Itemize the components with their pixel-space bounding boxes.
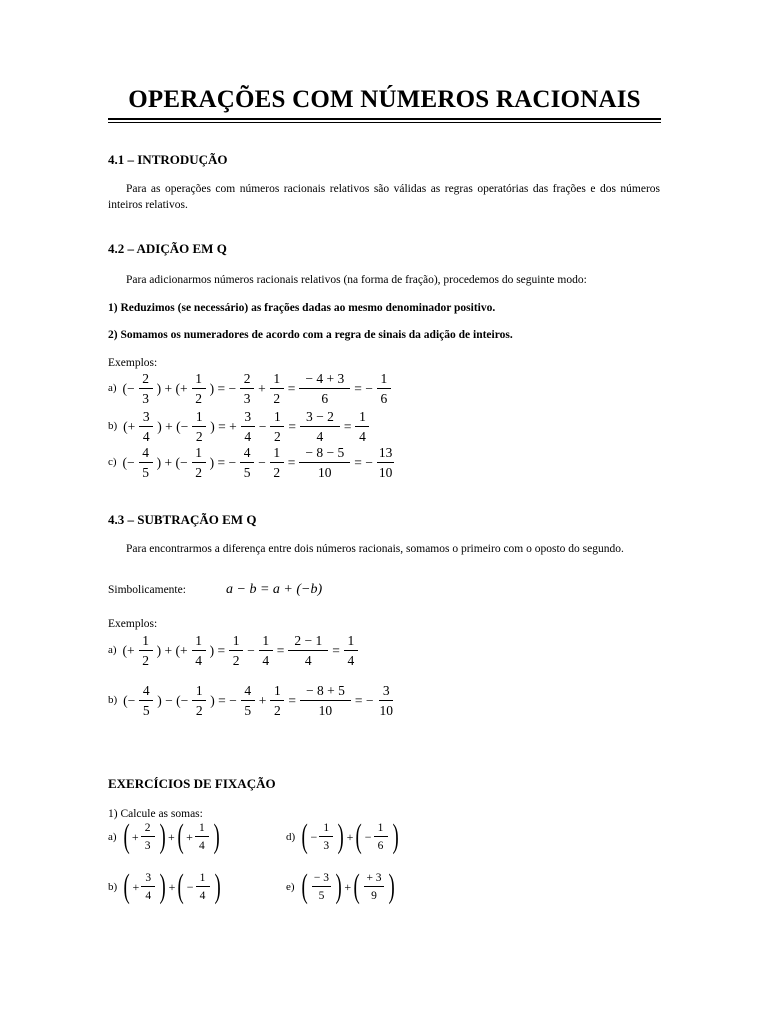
fraction (355, 410, 369, 443)
math-operator: ) + (+ (156, 642, 188, 658)
fraction (344, 634, 358, 667)
numerator: 1 (270, 372, 284, 389)
denominator: 6 (380, 390, 388, 406)
denominator: 4 (262, 652, 270, 668)
numerator: 4 (241, 684, 255, 701)
math-operator: ( (123, 868, 130, 905)
math-operator: ) (159, 868, 167, 905)
section-4-2-rule-1: 1) Reduzimos (se necessário) as frações dadas ao mesmo denominador positivo. (108, 302, 496, 314)
numerator: 1 (192, 684, 206, 701)
fraction (141, 872, 155, 902)
math-operator: ) = − (209, 454, 237, 470)
denominator: 4 (199, 840, 205, 852)
denominator: 4 (304, 652, 312, 668)
section-4-1-heading: 4.1 – INTRODUÇÃO (108, 152, 228, 167)
denominator: 10 (378, 464, 393, 480)
exercises-heading: EXERCÍCIOS DE FIXAÇÃO (108, 776, 276, 791)
math-operator: = (332, 642, 340, 658)
fraction (300, 410, 340, 443)
math-operator: (+ (122, 642, 135, 658)
fraction (270, 410, 284, 443)
fraction (195, 822, 209, 852)
denominator: 2 (273, 390, 281, 406)
exercise-label: d) (286, 831, 296, 843)
exercise-label: b) (108, 881, 118, 893)
denominator: 5 (243, 464, 251, 480)
numerator: 4 (240, 446, 254, 463)
denominator: 4 (347, 652, 355, 668)
numerator: 3 (379, 684, 393, 701)
fraction (240, 446, 254, 479)
math-operator: ) = − (209, 380, 237, 396)
math-operator: ( (177, 868, 185, 905)
example-label: a) (108, 382, 117, 394)
numerator: 1 (374, 822, 388, 837)
section-4-2-intro: Para adicionarmos números racionais relativos (na forma de fração), procedemos do seguinte modo: (126, 274, 587, 286)
math-operator: ( (355, 818, 363, 855)
denominator: 4 (195, 652, 202, 668)
fraction (229, 634, 243, 667)
fraction (139, 634, 153, 667)
fraction (288, 634, 328, 667)
denominator: 2 (195, 390, 202, 406)
denominator: 3 (243, 390, 251, 406)
math-operator: (− (122, 380, 135, 396)
fraction (192, 372, 206, 405)
symbolic-label: Simbolicamente: (108, 584, 186, 596)
fraction (270, 684, 284, 717)
denominator: 3 (144, 840, 151, 852)
math-operator: = (276, 642, 285, 658)
numerator: 1 (355, 410, 369, 427)
subtraction-example-a (108, 634, 360, 667)
fraction (196, 872, 210, 902)
denominator: 2 (273, 428, 281, 444)
fraction (259, 634, 273, 667)
fraction (139, 372, 153, 405)
math-operator: ) − (− (157, 692, 189, 708)
denominator: 4 (316, 428, 324, 444)
numerator: 3 (139, 410, 153, 427)
math-operator: ) (335, 868, 342, 905)
denominator: 5 (244, 702, 252, 718)
numerator: 1 (229, 634, 243, 651)
section-4-3-intro: Para encontrarmos a diferença entre dois números racionais, somamos o primeiro com o oposto do segundo. (126, 543, 624, 555)
addition-example-c (108, 446, 396, 479)
numerator: 1 (195, 822, 209, 837)
denominator: 10 (318, 464, 332, 480)
fraction (299, 446, 350, 479)
fraction (377, 446, 395, 479)
section-4-2-heading: 4.2 – ADIÇÃO EM Q (108, 241, 227, 256)
math-operator: ) (388, 868, 395, 905)
fraction (299, 372, 350, 405)
fraction (241, 410, 255, 443)
math-operator: = (288, 418, 296, 434)
exercise-item-a: a) ( + $\frac{2}{3}$ ) + ( + $\frac{1}{4}$ ) (108, 818, 220, 855)
math-operator: = (288, 692, 296, 708)
fraction (270, 372, 284, 405)
denominator: 3 (323, 840, 330, 852)
fraction (319, 822, 333, 852)
numerator: − 4 + 3 (299, 372, 350, 389)
math-operator: ( (301, 868, 308, 905)
math-operator: ) (213, 818, 220, 855)
math-operator: = − (354, 380, 373, 396)
fraction (192, 684, 206, 717)
denominator: 2 (273, 702, 281, 718)
math-operator: ( (177, 818, 184, 855)
exercise-1-prompt: 1) Calcule as somas: (108, 808, 203, 820)
denominator: 4 (244, 428, 252, 444)
numerator: 1 (270, 410, 284, 427)
denominator: 10 (379, 702, 393, 718)
numerator: 1 (259, 634, 273, 651)
numerator: 4 (139, 446, 153, 463)
math-operator: (− (122, 454, 135, 470)
math-operator: ) + (− (156, 454, 188, 470)
fraction (192, 634, 206, 667)
denominator: 9 (371, 890, 377, 902)
numerator: − 3 (312, 872, 331, 887)
addition-example-b (108, 410, 371, 443)
math-operator: ) + (− (157, 418, 189, 434)
fraction (139, 446, 153, 479)
numerator: 1 (139, 634, 153, 651)
title-rule-thick (108, 118, 661, 120)
denominator: 4 (142, 428, 150, 444)
fraction (377, 372, 391, 405)
denominator: 6 (321, 390, 329, 406)
denominator: 4 (199, 890, 206, 902)
numerator: 2 (141, 822, 155, 837)
math-operator: − (258, 454, 266, 470)
math-operator: ( (301, 818, 308, 855)
page-title: OPERAÇÕES COM NÚMEROS RACIONAIS (128, 86, 641, 113)
section-4-1-text: Para as operações com números racionais relativos são válidas as regras operatórias das frações e dos números inteiros relativos. (108, 183, 660, 211)
denominator: 2 (232, 652, 240, 668)
denominator: 4 (359, 428, 366, 444)
math-operator: = − (354, 692, 374, 708)
math-operator: ) (392, 818, 399, 855)
math-operator: ) (214, 868, 221, 905)
denominator: 5 (318, 890, 325, 902)
math-operator: (+ (123, 418, 136, 434)
exercise-label: e) (286, 881, 295, 893)
denominator: 2 (142, 652, 150, 668)
math-operator: ) + (+ (156, 380, 188, 396)
example-label: c) (108, 456, 117, 468)
numerator: 1 (196, 872, 210, 887)
exercise-item-b: b) ( + $\frac{3}{4}$ ) + ( − $\frac{1}{4}$ ) (108, 868, 221, 905)
fraction (364, 872, 383, 902)
fraction (139, 684, 153, 717)
denominator: 5 (142, 702, 150, 718)
denominator: 3 (142, 390, 150, 406)
math-operator: ( (353, 868, 360, 905)
fraction (312, 872, 331, 902)
denominator: 10 (318, 702, 333, 718)
exercise-item-d: d) ( − $\frac{1}{3}$ ) + ( − $\frac{1}{6}$ ) (286, 818, 399, 855)
section-4-2-rule-2: 2) Somamos os numeradores de acordo com a regra de sinais da adição de inteiros. (108, 329, 513, 341)
exercise-item-e: e) ( $\frac{- 3}{5}$ ) + ( $\frac{+ 3}{9}$ ) (286, 868, 395, 905)
numerator: 4 (139, 684, 153, 701)
fraction (192, 446, 206, 479)
numerator: 1 (192, 446, 206, 463)
numerator: 1 (192, 634, 206, 651)
math-operator: ( (123, 818, 130, 855)
example-label: b) (108, 694, 118, 706)
fraction (240, 372, 254, 405)
denominator: 5 (142, 464, 150, 480)
denominator: 2 (195, 464, 202, 480)
numerator: 3 (241, 410, 255, 427)
fraction (270, 446, 284, 479)
math-operator: = (287, 454, 296, 470)
numerator: 13 (377, 446, 395, 463)
math-operator: = (287, 380, 296, 396)
numerator: 3 − 2 (300, 410, 340, 427)
denominator: 2 (195, 702, 203, 718)
math-operator: − (258, 418, 267, 434)
numerator: 3 (141, 872, 155, 887)
numerator: + 3 (364, 872, 383, 887)
denominator: 4 (145, 890, 152, 902)
math-operator: = (343, 418, 352, 434)
numerator: 1 (319, 822, 333, 837)
example-label: a) (108, 644, 117, 656)
section-4-3-heading: 4.3 – SUBTRAÇÃO EM Q (108, 512, 257, 527)
math-operator: ) = (209, 642, 226, 658)
numerator: 1 (192, 410, 206, 427)
symbolic-expression: a − b = a + (−b) (226, 582, 323, 597)
numerator: 2 − 1 (288, 634, 328, 651)
numerator: 2 (139, 372, 153, 389)
numerator: 1 (344, 634, 358, 651)
math-operator: ) = − (210, 692, 237, 708)
math-operator: ) (337, 818, 345, 855)
example-label: b) (108, 420, 118, 432)
title-rule-thin (108, 122, 661, 123)
fraction (377, 684, 395, 717)
numerator: − 8 + 5 (300, 684, 351, 701)
math-operator: = − (354, 454, 373, 470)
math-operator: (− (123, 692, 136, 708)
fraction (139, 410, 153, 443)
fraction (241, 684, 255, 717)
math-operator: ) = + (210, 418, 237, 434)
numerator: 2 (240, 372, 254, 389)
fraction (374, 822, 388, 852)
math-operator: + (258, 380, 266, 396)
subtraction-example-b (108, 684, 397, 717)
math-operator: + (258, 692, 267, 708)
denominator: 2 (195, 428, 203, 444)
numerator: 1 (377, 372, 391, 389)
fraction (141, 822, 155, 852)
section-4-3-examples-label: Exemplos: (108, 618, 158, 630)
addition-example-a (108, 372, 393, 405)
fraction (300, 684, 351, 717)
fraction (192, 410, 206, 443)
denominator: 2 (273, 464, 281, 480)
numerator: 1 (270, 446, 284, 463)
math-operator: ) (159, 818, 166, 855)
numerator: 1 (270, 684, 284, 701)
math-operator: − (247, 642, 255, 658)
denominator: 6 (377, 840, 384, 852)
numerator: 1 (192, 372, 206, 389)
section-4-2-examples-label: Exemplos: (108, 357, 158, 369)
exercise-label: a) (108, 831, 117, 843)
numerator: − 8 − 5 (299, 446, 350, 463)
